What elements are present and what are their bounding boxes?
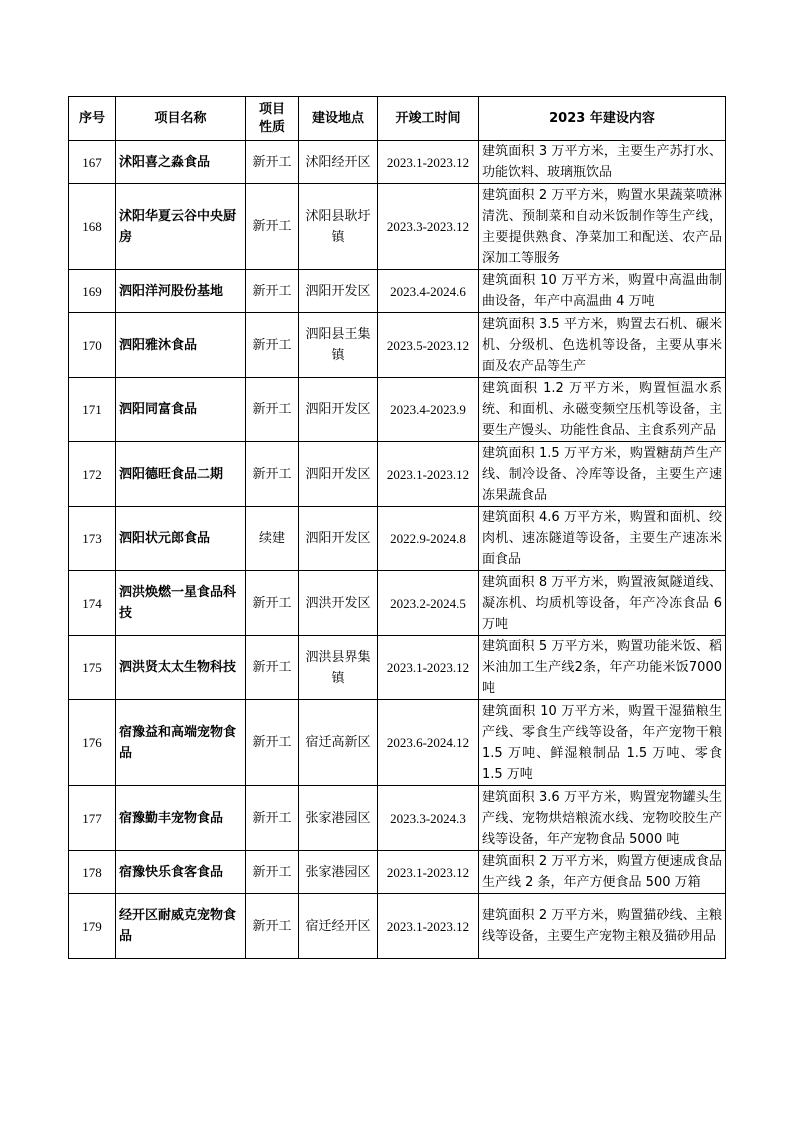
row-num: 173 [69, 507, 116, 571]
row-period: 2023.1-2023.12 [378, 636, 479, 700]
row-content: 建筑面积 4.6 万平方米，购置和面机、绞肉机、速冻隧道等设备，主要生产速冻米面食品 [479, 507, 726, 571]
row-name: 泗阳同富食品 [116, 378, 246, 442]
project-table [68, 96, 726, 959]
header-period: 开竣工时间 [378, 97, 479, 141]
row-num: 172 [69, 442, 116, 507]
row-period: 2023.1-2023.12 [378, 851, 479, 894]
table-row [69, 507, 726, 571]
row-type: 续建 [246, 507, 299, 571]
table-row [69, 786, 726, 851]
row-location: 宿迁经开区 [299, 894, 378, 959]
table-row [69, 636, 726, 700]
row-name: 宿豫快乐食客食品 [116, 851, 246, 894]
row-content: 建筑面积 1.2 万平方米，购置恒温水系统、和面机、永磁变频空压机等设备，主要生产馒头、功能性食品、主食系列产品 [479, 378, 726, 442]
row-type: 新开工 [246, 378, 299, 442]
row-content: 建筑面积 10 万平方米，购置干湿猫粮生产线、零食生产线等设备，年产宠物干粮 1.5 万吨、鲜湿粮制品 1.5 万吨、零食 1.5 万吨 [479, 700, 726, 786]
row-num: 170 [69, 313, 116, 378]
header-content: 2023 年建设内容 [479, 97, 726, 141]
row-content: 建筑面积 3 万平方米，主要生产苏打水、功能饮料、玻璃瓶饮品 [479, 141, 726, 184]
row-location: 泗洪开发区 [299, 571, 378, 636]
table-row [69, 700, 726, 786]
row-content: 建筑面积 10 万平方米，购置中高温曲制曲设备，年产中高温曲 4 万吨 [479, 270, 726, 313]
row-content: 建筑面积 2 万平方米，购置猫砂线、主粮线等设备，主要生产宠物主粮及猫砂用品 [479, 894, 726, 959]
row-period: 2023.1-2023.12 [378, 442, 479, 507]
row-num: 178 [69, 851, 116, 894]
header-num: 序号 [69, 97, 116, 141]
table-row [69, 184, 726, 270]
row-type: 新开工 [246, 184, 299, 270]
row-location: 泗阳开发区 [299, 378, 378, 442]
row-location: 沭阳经开区 [299, 141, 378, 184]
row-type: 新开工 [246, 442, 299, 507]
row-location: 泗阳开发区 [299, 442, 378, 507]
row-period: 2023.3-2023.12 [378, 184, 479, 270]
table-row [69, 378, 726, 442]
table-row [69, 141, 726, 184]
row-period: 2023.5-2023.12 [378, 313, 479, 378]
row-num: 168 [69, 184, 116, 270]
row-content: 建筑面积 8 万平方米，购置液氮隧道线、凝冻机、均质机等设备，年产冷冻食品 6 万吨 [479, 571, 726, 636]
table-row [69, 851, 726, 894]
row-content: 建筑面积 5 万平方米，购置功能米饭、稻米油加工生产线2条，年产功能米饭7000吨 [479, 636, 726, 700]
row-content: 建筑面积 1.5 万平方米，购置糖葫芦生产线、制冷设备、冷库等设备，主要生产速冻果蔬食品 [479, 442, 726, 507]
table-row [69, 313, 726, 378]
row-type: 新开工 [246, 571, 299, 636]
table-row [69, 894, 726, 959]
row-location: 张家港园区 [299, 851, 378, 894]
row-num: 174 [69, 571, 116, 636]
row-period: 2023.1-2023.12 [378, 894, 479, 959]
row-period: 2023.6-2024.12 [378, 700, 479, 786]
row-name: 泗阳状元郎食品 [116, 507, 246, 571]
header-name: 项目名称 [116, 97, 246, 141]
row-num: 169 [69, 270, 116, 313]
row-location: 张家港园区 [299, 786, 378, 851]
row-type: 新开工 [246, 636, 299, 700]
row-num: 177 [69, 786, 116, 851]
row-name: 泗洪焕燃一星食品科技 [116, 571, 246, 636]
row-name: 宿豫益和高端宠物食品 [116, 700, 246, 786]
row-num: 179 [69, 894, 116, 959]
row-location: 泗阳开发区 [299, 270, 378, 313]
row-type: 新开工 [246, 141, 299, 184]
row-name: 沭阳喜之淼食品 [116, 141, 246, 184]
row-location: 泗阳开发区 [299, 507, 378, 571]
row-name: 宿豫勤丰宠物食品 [116, 786, 246, 851]
row-location: 沭阳县耿圩镇 [299, 184, 378, 270]
row-location: 泗阳县王集镇 [299, 313, 378, 378]
row-num: 175 [69, 636, 116, 700]
table-row [69, 571, 726, 636]
row-name: 泗阳德旺食品二期 [116, 442, 246, 507]
header-row [69, 97, 726, 141]
row-content: 建筑面积 3.6 万平方米，购置宠物罐头生产线、宠物烘焙粮流水线、宠物咬胶生产线等设备，年产宠物食品 5000 吨 [479, 786, 726, 851]
table-row [69, 442, 726, 507]
row-content: 建筑面积 3.5 平方米，购置去石机、碾米机、分级机、色选机等设备，主要从事米面及农产品等生产 [479, 313, 726, 378]
row-period: 2022.9-2024.8 [378, 507, 479, 571]
row-type: 新开工 [246, 700, 299, 786]
row-content: 建筑面积 2 万平方米，购置水果蔬菜喷淋清洗、预制菜和自动米饭制作等生产线，主要提供熟食、净菜加工和配送、农产品深加工等服务 [479, 184, 726, 270]
table-row [69, 270, 726, 313]
row-num: 167 [69, 141, 116, 184]
row-period: 2023.2-2024.5 [378, 571, 479, 636]
row-name: 泗阳洋河股份基地 [116, 270, 246, 313]
row-name: 沭阳华夏云谷中央厨房 [116, 184, 246, 270]
row-num: 176 [69, 700, 116, 786]
row-name: 泗洪贤太太生物科技 [116, 636, 246, 700]
row-period: 2023.3-2024.3 [378, 786, 479, 851]
row-location: 宿迁高新区 [299, 700, 378, 786]
row-period: 2023.1-2023.12 [378, 141, 479, 184]
row-type: 新开工 [246, 894, 299, 959]
row-type: 新开工 [246, 270, 299, 313]
row-period: 2023.4-2023.9 [378, 378, 479, 442]
row-location: 泗洪县界集镇 [299, 636, 378, 700]
header-type: 项目性质 [246, 97, 299, 141]
row-type: 新开工 [246, 313, 299, 378]
row-type: 新开工 [246, 786, 299, 851]
row-type: 新开工 [246, 851, 299, 894]
row-name: 经开区耐威克宠物食品 [116, 894, 246, 959]
row-num: 171 [69, 378, 116, 442]
header-location: 建设地点 [299, 97, 378, 141]
row-content: 建筑面积 2 万平方米，购置方便速成食品生产线 2 条，年产方便食品 500 万箱 [479, 851, 726, 894]
row-period: 2023.4-2024.6 [378, 270, 479, 313]
row-name: 泗阳雅沐食品 [116, 313, 246, 378]
